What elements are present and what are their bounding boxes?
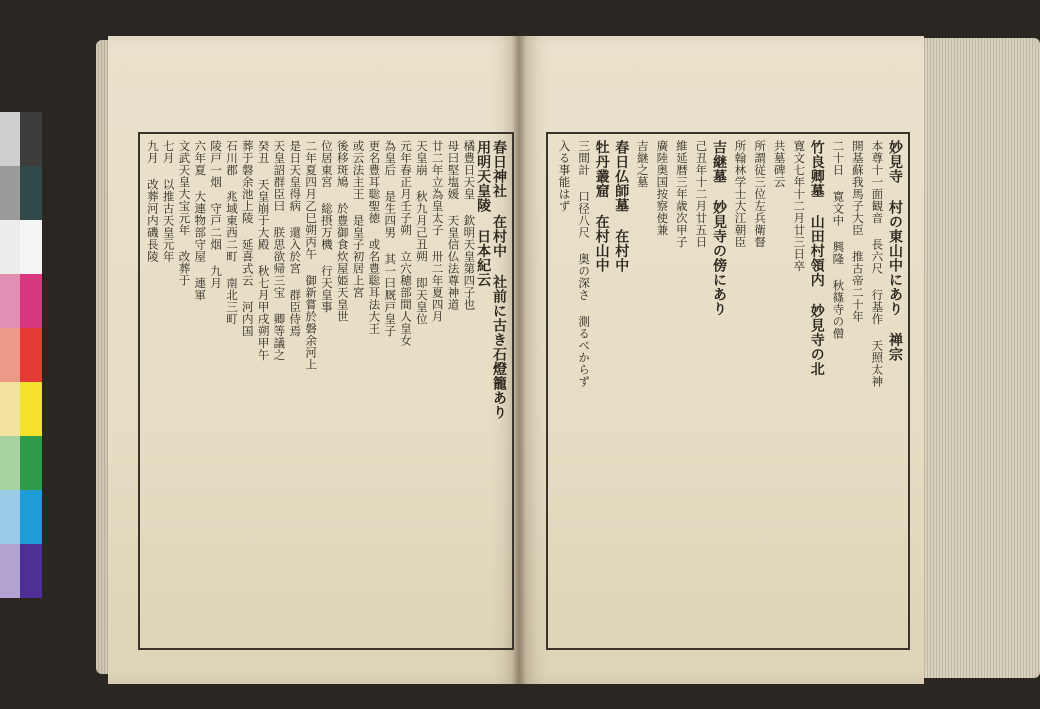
patch-magenta [20, 274, 42, 328]
left_page-text-column: 位居東宮 総摂万機 行天皇事 [319, 140, 334, 313]
left_page-text-column: 後移斑鳩 於豊御食炊屋姫天皇世 [335, 140, 350, 323]
right_page-text-column: 所謂従三位左兵衛督 [753, 140, 768, 248]
right_page-text-column: 共墓碑云 [772, 140, 787, 188]
left_page-text-column: 癸丑 天皇崩于大殿 秋七月甲戌朔甲午 [256, 140, 271, 361]
color-calibration-strip [0, 112, 42, 598]
right_page-text-column: 開基蘇我馬子大臣 推古帝二十年 [850, 140, 865, 323]
left_page-text-column: 二年夏四月乙巳朔丙午 御新嘗於磐余河上 [304, 140, 319, 371]
right_page-text-column: 廣陸奥国按察使兼 [655, 140, 670, 236]
left_page-text-column: 陵戸一烟 守戸二烟 九月 [209, 140, 224, 289]
open-book [96, 32, 946, 688]
left_page-text-column: 石川郡 兆域東西二町 南北三町 [224, 140, 239, 325]
left-page-text-frame [138, 132, 514, 650]
left_page-text-column: 春日神社 在村中 社前に古き石燈籠あり [490, 140, 507, 420]
patch-green [20, 436, 42, 490]
right_page-text-column: 寛文七年十二月廿三日卒 [792, 140, 807, 272]
right_page-text-column: 己丑年十二月廿五日 [694, 140, 709, 248]
left_page-text-column: 廿二年立為皇太子 卅二年夏四月 [430, 140, 445, 323]
left_page-text-column: 六年夏 大連物部守屋 連軍 [193, 140, 208, 301]
right_page-text-column: 吉継墓 妙見寺の傍にあり [710, 140, 727, 316]
patch-white [0, 220, 20, 274]
left_page-text-column: 更名豊耳聡聖徳 或名豊聡耳法大王 [367, 140, 382, 335]
left_page-text-column: 天皇崩 秋九月己丑朔 即天皇位 [414, 140, 429, 325]
left_page-text-column: 用明天皇陵 日本紀云 [475, 140, 492, 287]
right-page [520, 36, 924, 684]
book-gutter [512, 36, 526, 684]
patch-red [20, 328, 42, 382]
right_page-text-column: 維延暦三年歳次甲子 [674, 140, 689, 248]
left_page-text-column: 橘豊日天皇 欽明天皇第四子也 [462, 140, 477, 311]
left_page-text-column: 元年春正月壬子朔 立穴穂部間人皇女 [399, 140, 414, 347]
patch-mid-gray [0, 166, 20, 220]
patch-dark-gray [20, 112, 42, 166]
left_page-text-column: 是日天皇得病 還入於宮 群臣侍焉 [288, 140, 303, 337]
page-edges-right [922, 38, 1040, 678]
patch-light-yellow [0, 382, 20, 436]
left_page-text-column: 或云法主王 是皇子初居上宮 [351, 140, 366, 299]
patch-light-gray [0, 112, 20, 166]
right_page-text-column: 牡丹叢窟 在村山中 [593, 140, 610, 273]
right-page-text-frame [546, 132, 910, 650]
right_page-text-column: 春日仏師墓 在村中 [613, 140, 630, 273]
left_page-text-column: 天皇詔群臣曰 朕思欲帰三宝 卿等議之 [272, 140, 287, 361]
patch-pink [0, 274, 20, 328]
patch-light-blue [0, 490, 20, 544]
patch-dark-teal [20, 166, 42, 220]
right_page-text-column: 妙見寺 村の東山中にあり 禅宗 [886, 140, 903, 362]
patch-salmon [0, 328, 20, 382]
patch-purple [20, 544, 42, 598]
patch-yellow [20, 382, 42, 436]
right_page-text-column: 本尊十一面観音 長六尺 行基作 天照太神 [870, 140, 885, 388]
left_page-text-column: 為皇后 是生四男 其一曰厩戸皇子 [383, 140, 398, 337]
left-page [108, 36, 520, 684]
right_page-text-column: 三間計 口径八尺 奥の深さ 測るべからず [577, 140, 592, 388]
right_page-text-column: 竹良卿墓 山田村領内 妙見寺の北 [808, 140, 825, 376]
right_page-text-column: 吉継之墓 [635, 140, 650, 188]
left_page-text-column: 葬于磐余池上陵 延喜式云 河内国 [240, 140, 255, 337]
left_page-text-column: 母曰堅塩媛 天皇信仏法尊神道 [446, 140, 461, 311]
right_page-text-column: 二十日 寛文中 興隆 秋篠寺の僧 [831, 140, 846, 340]
patch-white-2 [20, 220, 42, 274]
patch-lavender [0, 544, 20, 598]
patch-light-green [0, 436, 20, 490]
patch-cyan [20, 490, 42, 544]
left_page-text-column: 九月 改葬河内磯長陵 [145, 140, 160, 263]
right_page-text-column: 入る事能はず [557, 140, 572, 212]
left_page-text-column: 七月 以推古天皇元年 [161, 140, 176, 263]
right_page-text-column: 所翰林学士大江朝臣 [733, 140, 748, 248]
left_page-text-column: 文武天皇大宝元年 改葬于 [177, 140, 192, 287]
